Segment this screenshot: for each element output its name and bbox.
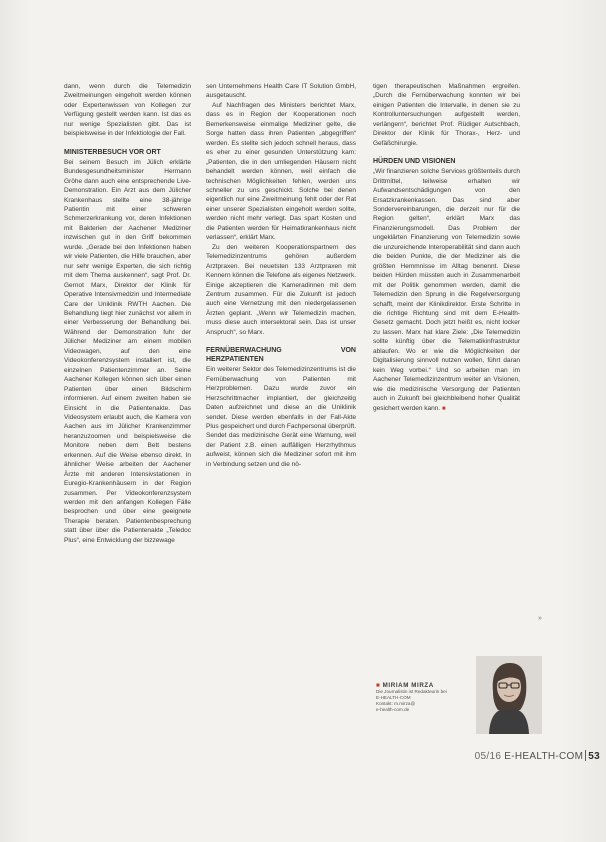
paragraph: Bei seinem Besuch im Jülich erklärte Bundesgesundheitsminister Hermann Gröhe dann auch eine entsprechende Live-Demonstration. Ein Arzt aus dem Jülicher Krankenhaus stellte eine 38-jährige Patientin mit einer schweren Schmerzerkrankung vor, deren Infektionen mit Bakterien der Aachener Mediziner inzwischen gut in den Griff bekommen wurde. „Gerade bei den Infektionen haben wir viele Patienten, die Hilfe brauchen, aber nur sehr wenige Experten, die sich richtig mit dem Thema auskennen“, sagt Prof. Dr. Gernot Marx, Direktor der Klinik für Operative Intensivmedizin und Intermediate Care der Uniklinik RWTH Aachen. Die Behandlung liegt hier zunächst vor allem in einer Verbesserung der Behandlung bei. Während der Demonstration fuhr der Jülicher Mediziner am einem mobilen Videowagen, auf den eine Videokonferenzsystem installiert ist, die einzelnen Patientenzimmer an. Seine Aachener Kollegen können sich über einen Patienten über einen Bildschirm informieren. Auf einem zweiten haben sie Einsicht in die Patientenakte. Das Videosystem erlaubt auch, die Kamera von Aachen aus im Jülicher Krankenzimmer heranzuzoomen und beispielsweise die Monitore neben dem Bett bestens erkennen. Auf die Weise ebenso direkt. In ähnlicher Weise arbeiten der Aachener Ärzte mit anderen Intensivstationen in Euregio-Krankenhäusern in der Region zusammen. Per Videokonferenzsystem werden mit den anfangen Kollegen Fälle besprochen und über eine geeignete Therapie beraten. Patientenbesprechung statt über über die Patientenakte „Teledoc Plus“, eine Entwicklung der bizzewage: [64, 158, 191, 544]
author-name: [376, 682, 474, 689]
author-bio-line: e-health-com.de: [376, 707, 410, 712]
author-box: [376, 660, 526, 732]
paragraph: sen Unternehmens Health Care IT Solution GmbH, ausgetauscht.: [206, 83, 356, 100]
issue-number: 05/16: [474, 751, 502, 762]
paragraph: Ein weiterer Sektor des Telemedizinzentrums ist die Fernüberwachung von Patienten mit Herzproblemen. Dazu wurde zuvor ein Herzschrittmacher implantiert, der gleichzeitig Daten aufzeichnet und diese an die Uniklinik sendet. Diese werden ebenfalls in der Fall-Akte Plus gespeichert und durch Fachpersonal überprüft. Sendet das medizinische Gerät eine Warnung, weil der Patient z.B. einen auffälligen Herzrhythmus aufweist, können sich die Mediziner sofort mit ihm in Verbindung setzen und die nö-: [206, 366, 356, 468]
page-footer: [475, 750, 600, 762]
author-name-text: MIRIAM MIRZA: [382, 682, 434, 689]
author-info: [376, 682, 474, 713]
magazine-name: E-HEALTH-COM: [504, 751, 584, 762]
section-heading-ministerbesuch: MINISTERBESUCH VOR ORT: [64, 148, 161, 156]
paragraph: tigen therapeutischen Maßnahmen ergreifen. „Durch die Fernüberwachung konnten wir bei einigen Patienten die Intervalle, in denen sie zu Kontrolluntersuchungen aufgestellt werden, verlängern“, berichtet Prof. Rüdiger Autschbach, Direktor der Klinik für Thorax-, Herz- und Gefäßchirurgie.: [373, 83, 520, 147]
author-bio-line: Kontakt: m.mirza@: [376, 701, 416, 706]
section-heading-fernueberwachung: FERNÜBERWACHUNG VON HERZPATIENTEN: [206, 347, 356, 364]
page-number: 53: [588, 751, 600, 762]
paragraph: Zu den weiteren Kooperationspartnern des Telemedizinzentrums gehören außerdem Arztpraxen. Bei neuetsten 133 Arztpraxen mit Kennern können die Telefone als eigenes Netzwerk. Einige akzeptieren die Kameradinnen mit dem Zentrum zusammen. Für die Zukunft ist jedoch auch eine Vernetzung mit den niedergelassenen Ärzten geplant. „Wenn wir Telemedizin machen, muss diese auch intersektoral sein. Das ist unser Anspruch“, so Marx.: [206, 243, 356, 336]
paragraph: Auf Nachfragen des Ministers berichtet Marx, dass es in Region der Kooperationen noch Bemerkensweise einmalige Mediziner gelte, die Sorge hatten dass ihren Patienten „abgegriffen“ werden. Es stellte sich jedoch schnell heraus, dass es eher zu einer gesunden Unterstützung kam: „Patienten, die in den umliegenden Häusern nicht behandelt werden können, weil einfach die technischen Möglichkeiten fehlen, werden uns schneller zu uns geschickt. Solche bei denen eigentlich nur eine Zweitmeinung fehlt oder der Rat einer unserer Spezialisten eingeholt werden sollte, werden nicht mehr verlegt. Das spart Kosten und die Patienten werden für Heimatkrankenhaus nicht verlassen“, erklärt Marx.: [206, 101, 356, 242]
paragraph: dann, wenn durch die Telemedizin Zweitmeinungen eingeholt werden können oder Expertenwissen von Kollegen zur Verfügung gestellt werden kann. Ist das es nur wenige Spezialisten gibt. Das ist beispielsweise in der Infektiologie der Fall.: [64, 83, 191, 138]
continuation-mark: »: [538, 615, 542, 622]
text-column-3: [373, 82, 520, 414]
text-column-2: [206, 82, 356, 469]
section-heading-huerden: HÜRDEN UND VISIONEN: [373, 158, 456, 166]
author-portrait-icon: [476, 656, 542, 734]
author-bio-line: Die Journalistin ist Redakteurin bei: [376, 689, 447, 694]
paragraph: [373, 167, 520, 414]
author-square-icon: ■: [376, 682, 381, 689]
end-mark: ■: [442, 405, 446, 412]
author-photo: [476, 656, 542, 734]
paragraph-text: „Wir finanzieren solche Services größtenteils durch Drittmittel, teilweise erhalten wir Aufwandsentschädigungen von den Ersatzkrankenkassen. Das sind aber Sondervereinbarungen, die derzeit nur für die Region gelten“, erklärt Marx das Finanzierungsmodell. Das Problem der ungeklärten Finanzierung von Telemedizin sowie die unzureichende Interoperabilität sind dann auch die beiden Punkte, die der Mediziner als die größten Hemmnisse im Alltag benennt. Diese beiden Hürden müssten auch in Zusammenarbeit mit der Politik genommen werden, damit die Telemedizin den Sprung in die Regelversorgung schafft, meint der Klinikdirektor. Erste Schritte in die richtige Richtung sind mit dem E-Health-Gesetz gemacht. Doch jetzt heißt es, nicht locker zu lassen. Marx hat klare Ziele: „Die Telemedizin sollte künftig über die Telematikinfrastruktur ablaufen. Wo er wie die Möglichkeiten der Digitalisierung sinnvoll nutzen wollen, führt daran kein Weg vorbei.“ Und so arbeiten man im Aachener Telemedizinzentrum weiter an Visionen, wie die medizinische Versorgung der Patienten auch in Zukunft bei gleichbleibend hoher Qualität gesichert werden kann.: [373, 168, 520, 412]
author-bio-line: E-HEALTH-COM: [376, 695, 411, 700]
footer-separator: [585, 750, 586, 761]
text-column-1: [64, 82, 191, 545]
